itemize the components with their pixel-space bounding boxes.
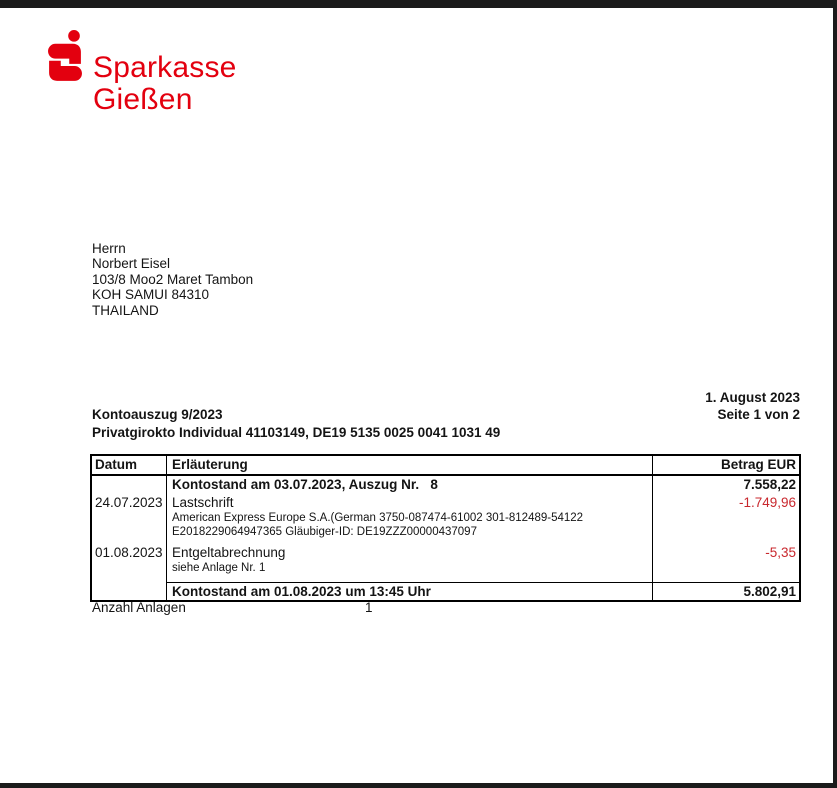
table-row-detail [92, 562, 799, 582]
table-header-row [92, 456, 799, 476]
cell-amount [652, 512, 799, 526]
recipient-address [92, 241, 253, 318]
header-description: Erläuterung [172, 457, 248, 472]
cell-description: E2018229064947365 Gläubiger-ID: DE19ZZZ00000437097 [172, 525, 477, 538]
table-row-opening-balance [92, 476, 799, 494]
cell-date: 01.08.2023 [92, 544, 167, 562]
attachments-count: 1 [365, 600, 373, 615]
attachments-label: Anzahl Anlagen [92, 600, 186, 615]
cell-date [92, 562, 167, 582]
statement-meta [705, 389, 800, 423]
cell-date [92, 582, 167, 600]
statement-head [92, 406, 500, 442]
cell-description: siehe Anlage Nr. 1 [172, 562, 266, 574]
address-line: 103/8 Moo2 Maret Tambon [92, 271, 254, 287]
transactions-table [90, 454, 801, 602]
header-amount: Betrag EUR [652, 456, 799, 474]
table-row-transaction [92, 544, 799, 562]
scan-edge-bottom [0, 783, 837, 788]
table-row-closing-balance [92, 582, 799, 600]
cell-description: Kontostand am 03.07.2023, Auszug Nr. 8 [172, 477, 438, 492]
sparkasse-s-icon [48, 30, 82, 83]
scan-edge-right [833, 0, 837, 788]
table-row-detail [92, 526, 799, 545]
scan-edge-top [0, 0, 837, 8]
cell-date [92, 526, 167, 545]
cell-date: 24.07.2023 [92, 494, 167, 512]
address-line: Norbert Eisel [92, 256, 171, 272]
cell-amount: -5,35 [652, 544, 799, 562]
page-indicator: Seite 1 von 2 [717, 407, 800, 422]
attachments-row [92, 600, 373, 615]
bank-name [93, 52, 237, 116]
table-row-transaction [92, 494, 799, 512]
statement-date: 1. August 2023 [705, 390, 800, 405]
cell-amount [652, 526, 799, 545]
address-line: THAILAND [92, 302, 159, 318]
cell-description: American Express Europe S.A.(German 3750-087474-61002 301-812489-54122 [172, 512, 584, 524]
cell-amount: -1.749,96 [652, 494, 799, 512]
cell-description: Kontostand am 01.08.2023 um 13:45 Uhr [167, 582, 652, 600]
statement-title: Kontoauszug 9/2023 [92, 407, 223, 422]
address-line: Herrn [92, 241, 126, 256]
header-date: Datum [92, 456, 167, 474]
cell-amount: 7.558,22 [652, 476, 799, 494]
bank-name-line2: Gießen [93, 83, 193, 116]
bank-name-line1: Sparkasse [93, 51, 237, 84]
cell-amount [652, 562, 799, 582]
cell-amount: 5.802,91 [652, 582, 799, 600]
address-line: KOH SAMUI 84310 [92, 287, 210, 303]
table-row-detail [92, 512, 799, 526]
cell-description: Lastschrift [172, 495, 234, 510]
cell-description: Entgeltabrechnung [172, 545, 286, 560]
cell-date [92, 512, 167, 526]
cell-date [92, 476, 167, 494]
account-line: Privatgirokto Individual 41103149, DE19 5135 0025 0041 1031 49 [92, 425, 501, 440]
